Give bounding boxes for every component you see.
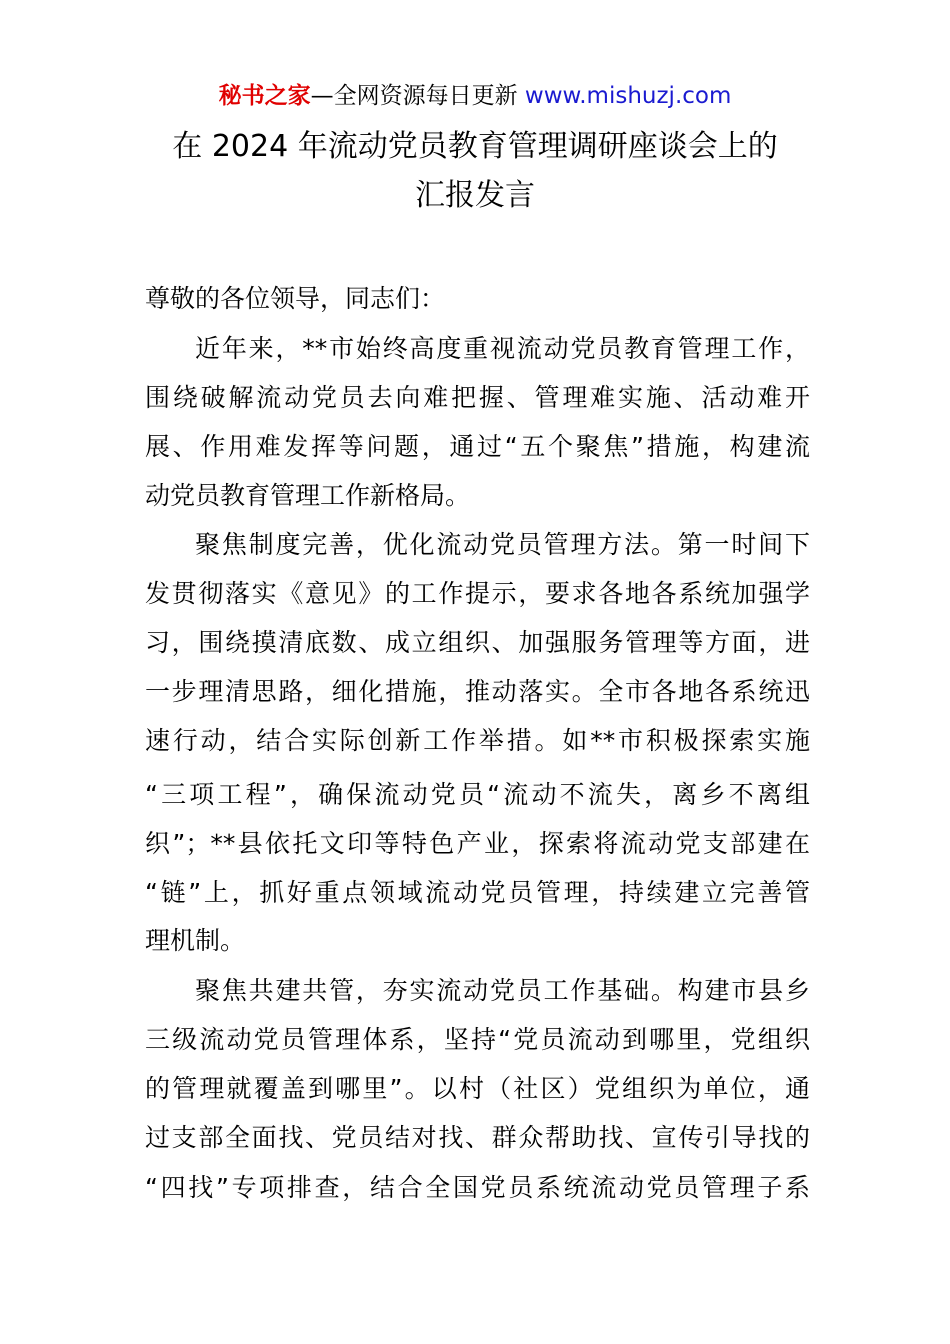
paragraph-1-line: 围绕破解流动党员去向难把握、管理难实施、活动难开 [145,383,810,412]
document-title-line-1: 在 2024 年流动党员教育管理调研座谈会上的 [172,129,778,164]
salutation: 尊敬的各位领导，同志们： [145,284,446,313]
paragraph-3-line: “四找”专项排查，结合全国党员系统流动党员管理子系 [145,1173,810,1202]
paragraph-2-line: 理机制。 [145,926,246,955]
document-title-line-2: 汇报发言 [415,178,535,213]
paragraph-2-line: 习，围绕摸清底数、成立组织、加强服务管理等方面，进 [145,628,810,657]
paragraph-2-line: “三项工程”，确保流动党员“流动不流失，离乡不离组 [145,780,810,809]
paragraph-1-line: 展、作用难发挥等问题，通过“五个聚焦”措施，构建流 [145,432,810,461]
site-header [0,80,950,112]
site-brand: 秘书之家 [218,83,311,109]
paragraph-1-line: 近年来，**市始终高度重视流动党员教育管理工作， [195,334,810,363]
site-url[interactable]: www.mishuzj.com [524,83,732,109]
paragraph-1-line: 动党员教育管理工作新格局。 [145,481,471,510]
paragraph-3-line: 过支部全面找、党员结对找、群众帮助找、宣传引导找的 [145,1123,810,1152]
site-tagline: —全网资源每日更新 [310,83,518,109]
paragraph-3-line: 聚焦共建共管，夯实流动党员工作基础。构建市县乡 [195,976,810,1005]
paragraph-2-line: “链”上，抓好重点领域流动党员管理，持续建立完善管 [145,878,810,907]
paragraph-3-line: 的管理就覆盖到哪里”。以村（社区）党组织为单位，通 [145,1074,810,1103]
paragraph-2-line: 发贯彻落实《意见》的工作提示，要求各地各系统加强学 [145,579,810,608]
paragraph-2-line: 织”；**县依托文印等特色产业，探索将流动党支部建在 [145,829,810,858]
paragraph-2-line: 速行动，结合实际创新工作举措。如**市积极探索实施 [145,726,810,755]
paragraph-3-line: 三级流动党员管理体系，坚持“党员流动到哪里，党组织 [145,1025,810,1054]
paragraph-2-line: 一步理清思路，细化措施，推动落实。全市各地各系统迅 [145,677,810,706]
paragraph-2-line: 聚焦制度完善，优化流动党员管理方法。第一时间下 [195,530,810,559]
